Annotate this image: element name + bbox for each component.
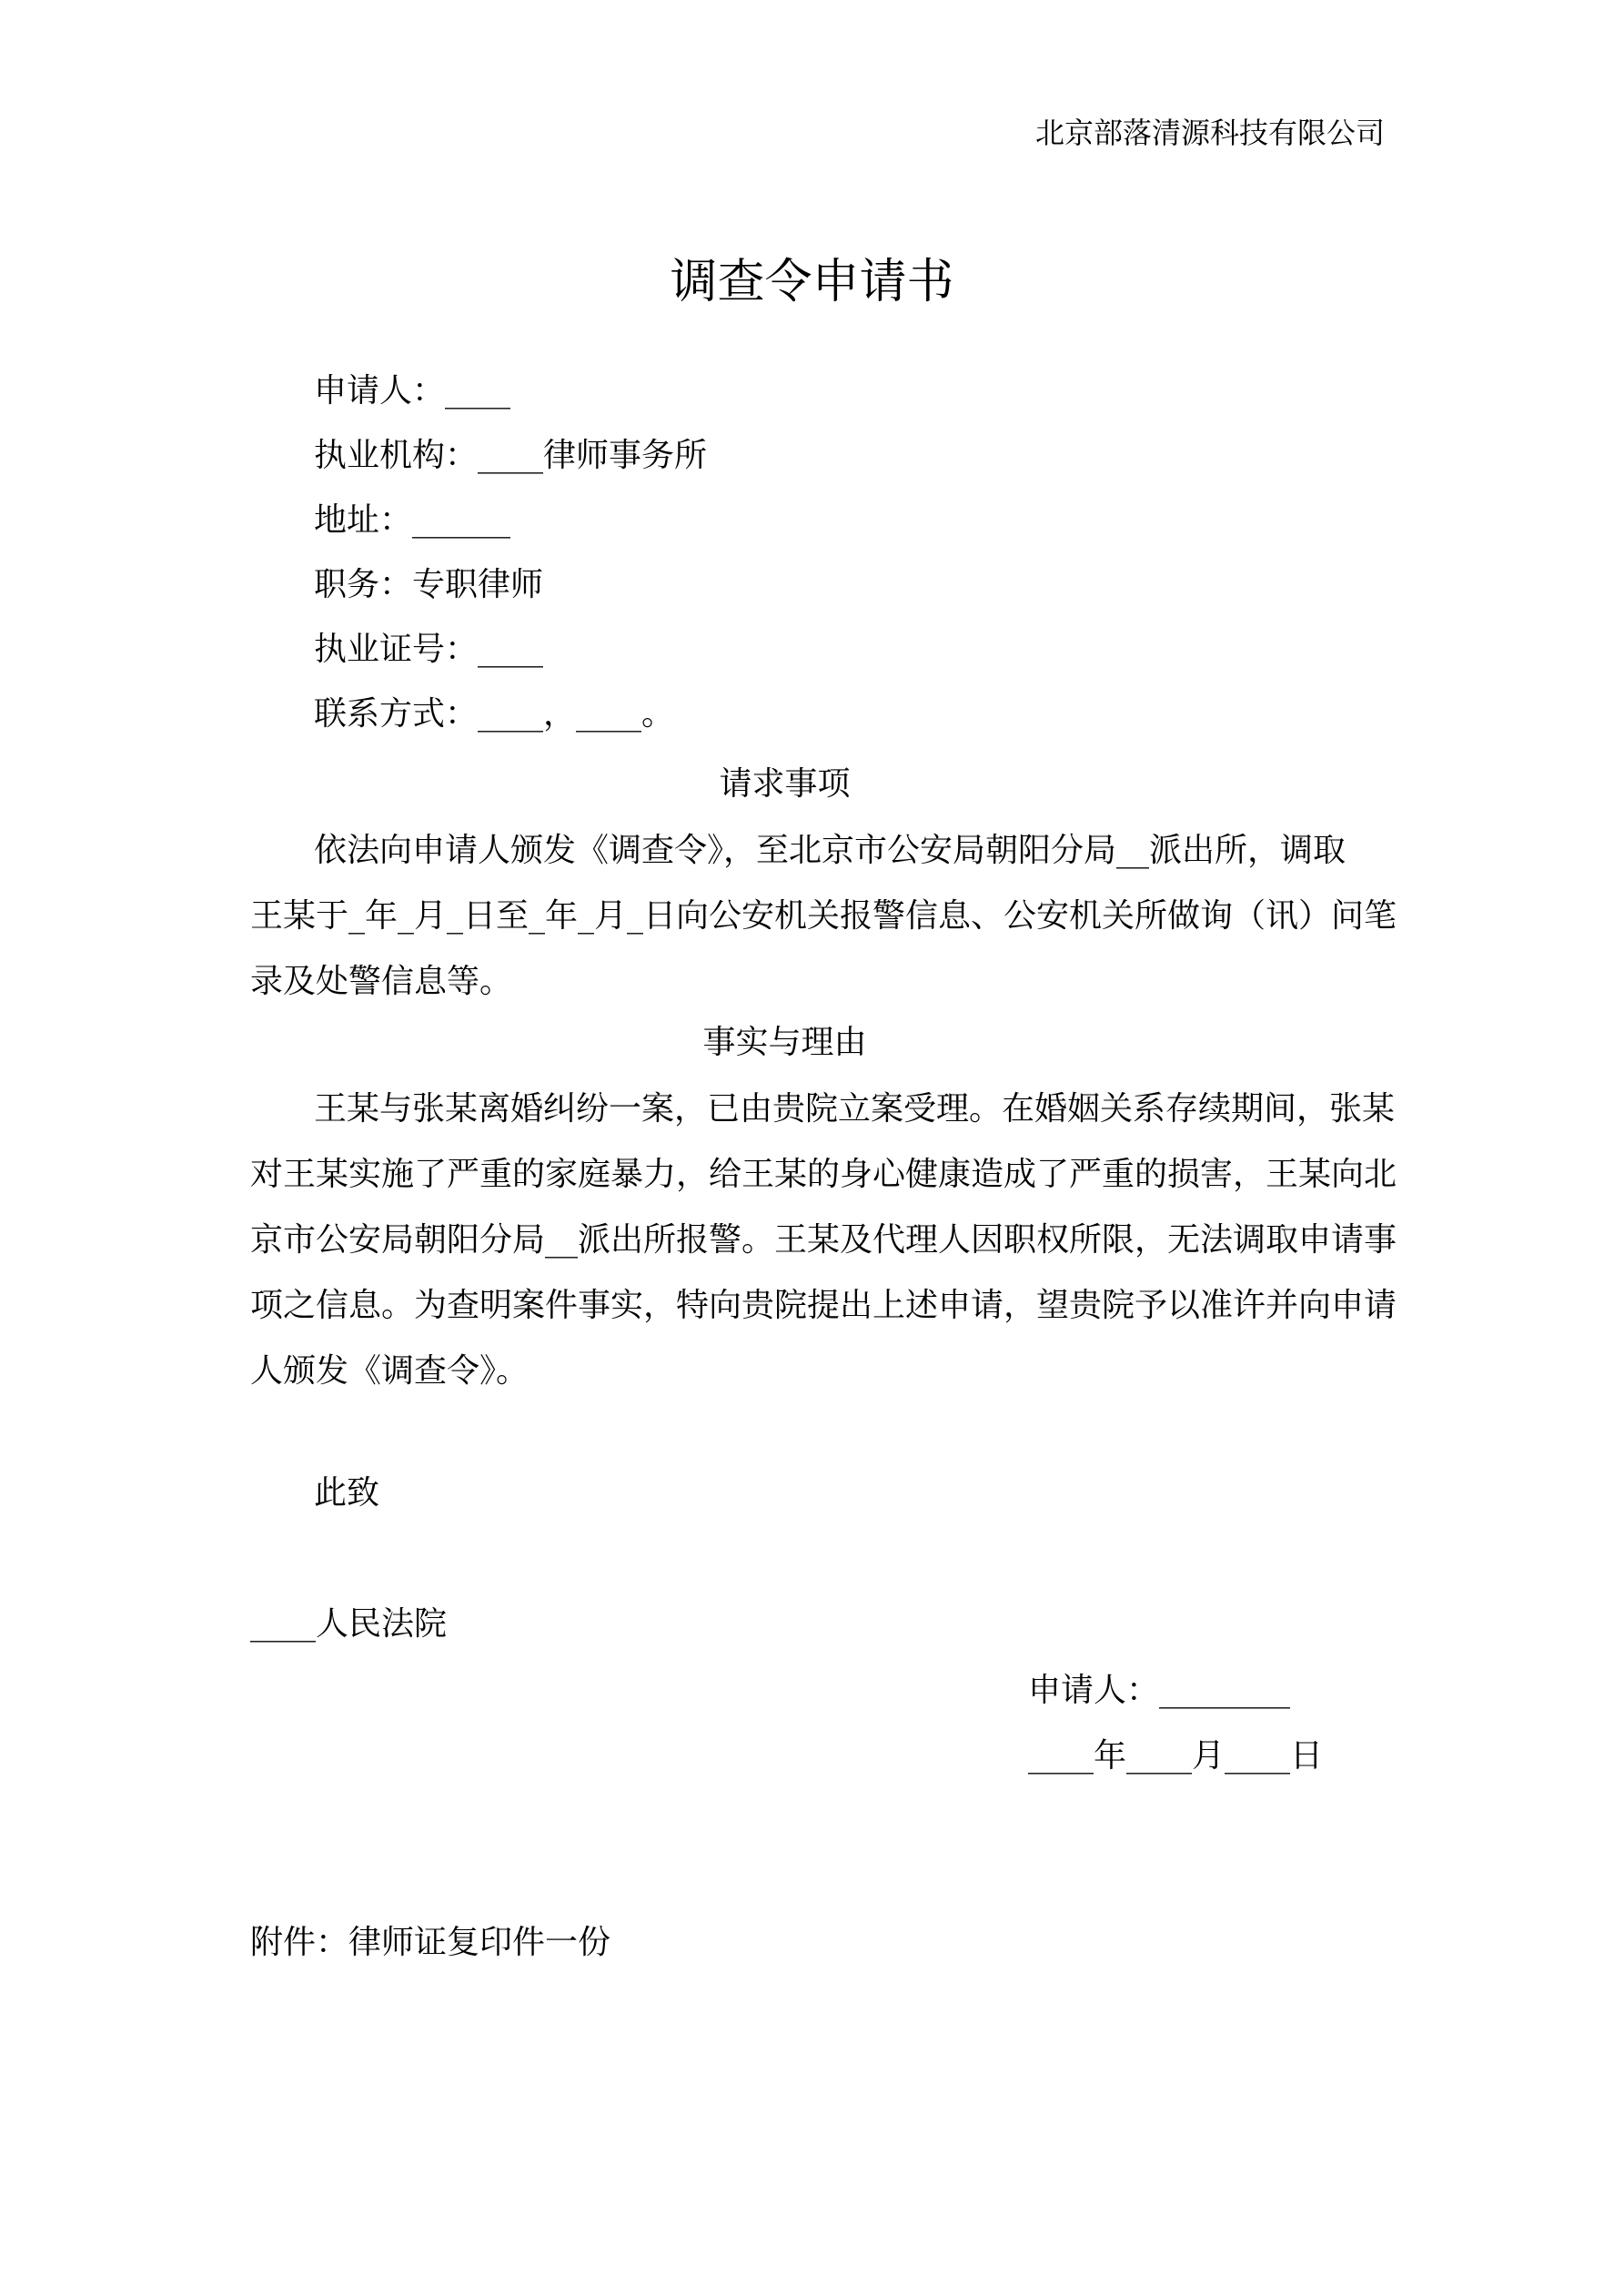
facts-line: 京市公安局朝阳分局__派出所报警。王某及代理人因职权所限，无法调取申请事 (250, 1221, 1397, 1259)
facts-line: 人颁发《调查令》。 (250, 1352, 530, 1390)
facts-line: 项之信息。为查明案件事实，特向贵院提出上述申请，望贵院予以准许并向申请 (250, 1287, 1397, 1324)
court-name: ____人民法院 (250, 1605, 448, 1643)
company-name: 北京部落清源科技有限公司 (1034, 116, 1385, 150)
field-applicant: 申请人：____ (314, 372, 511, 410)
request-line: 王某于_年_月_日至_年_月_日向公安机关报警信息、公安机关所做询（讯）问笔 (250, 897, 1397, 935)
field-position: 职务：专职律师 (314, 566, 544, 603)
facts-line: 对王某实施了严重的家庭暴力，给王某的身心健康造成了严重的损害，王某向北 (250, 1156, 1397, 1193)
signature-line: 申请人：________ (1028, 1672, 1291, 1709)
request-heading: 请求事项 (719, 765, 851, 803)
attachment-note: 附件：律师证复印件一份 (250, 1924, 611, 1961)
field-address: 地址：______ (314, 501, 511, 539)
field-license-number: 执业证号：____ (314, 631, 544, 668)
facts-heading: 事实与理由 (702, 1024, 867, 1061)
document-title: 调查令申请书 (670, 255, 954, 309)
field-institution: 执业机构：____律师事务所 (314, 437, 708, 474)
date-line: ____年____月____日 (1028, 1737, 1324, 1775)
request-line: 依法向申请人颁发《调查令》，至北京市公安局朝阳分局__派出所，调取 (314, 832, 1347, 869)
field-contact: 联系方式：____，____。 (314, 695, 675, 733)
request-line: 录及处警信息等。 (250, 963, 513, 1000)
facts-line: 王某与张某离婚纠纷一案，已由贵院立案受理。在婚姻关系存续期间，张某 (314, 1090, 1396, 1128)
salutation: 此致 (314, 1474, 380, 1512)
